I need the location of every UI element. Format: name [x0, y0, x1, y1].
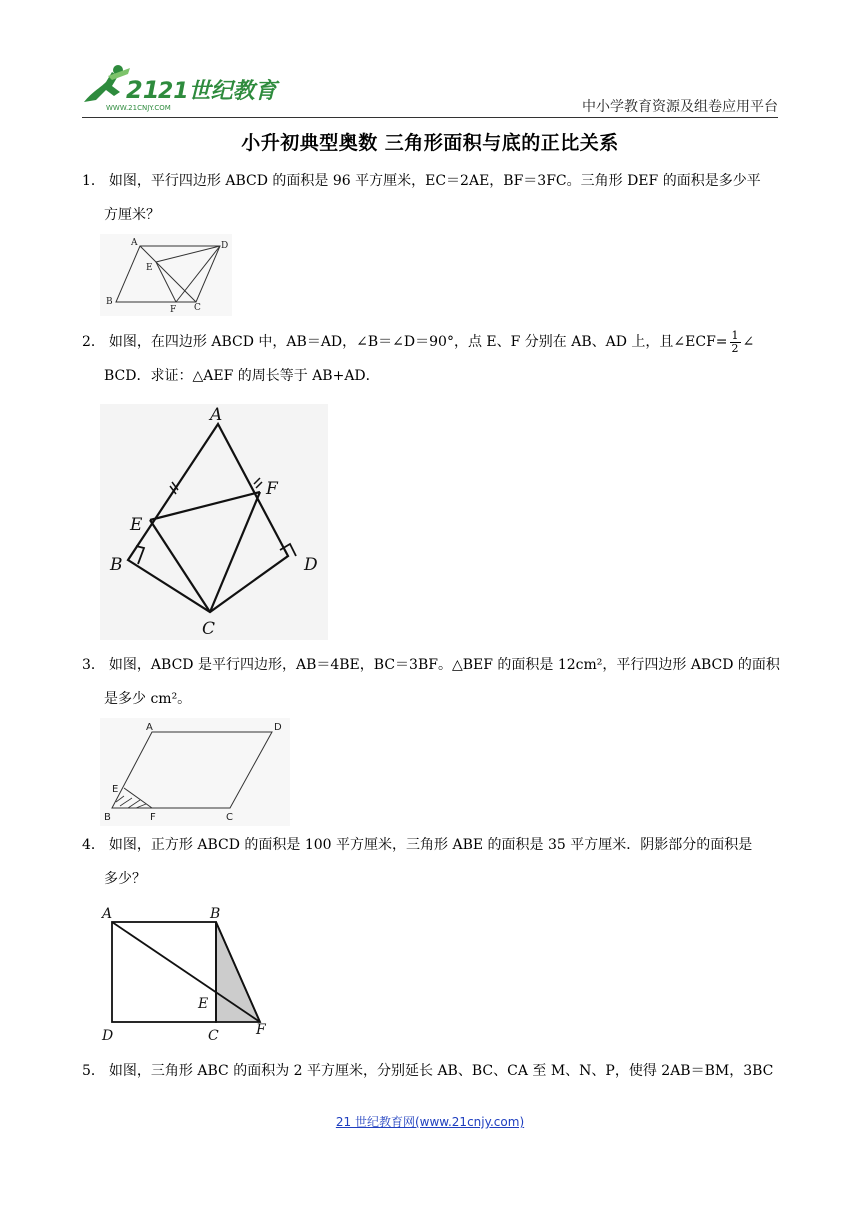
page-title: 小升初典型奥数 三角形面积与底的正比关系	[241, 132, 619, 154]
header-divider	[82, 117, 778, 118]
question-2: 2． 如图，在四边形 ABCD 中，AB＝AD，∠B＝∠D＝90°，点 E、F 分别在 AB、AD 上，且∠ECF= $\frac{1}{2}$ ∠ BCD．求证：△AEF 的周长等于 AB+AD．	[82, 325, 782, 393]
logo-url: WWW.21CNJY.COM	[106, 104, 171, 112]
svg-text:21: 21	[126, 76, 160, 104]
question-4: 4． 如图，正方形 ABCD 的面积是 100 平方厘米，三角形 ABE 的面积是 35 平方厘米．阴影部分的面积是 多少？	[82, 828, 782, 896]
label: A	[210, 405, 223, 425]
page-header	[78, 62, 778, 118]
figure-3-parallelogram	[100, 718, 290, 826]
question-text: 如图，三角形 ABC 的面积为 2 平方厘米，分别延长 AB、BC、CA 至 M、N、P，使得 2AB＝BM，3BC	[108, 1063, 774, 1079]
question-5: 5． 如图，三角形 ABC 的面积为 2 平方厘米，分别延长 AB、BC、CA 至 M、N、P，使得 2AB＝BM，3BC	[82, 1063, 774, 1079]
label: A	[131, 238, 138, 248]
label: A	[102, 906, 113, 922]
question-text-cont: 方厘米？	[104, 207, 160, 223]
label: C	[226, 812, 233, 823]
label: F	[266, 479, 278, 499]
figure-1-parallelogram	[100, 234, 232, 316]
label: D	[304, 555, 318, 575]
label: C	[202, 619, 216, 639]
label: E	[146, 263, 153, 273]
question-text: 如图，正方形 ABCD 的面积是 100 平方厘米，三角形 ABE 的面积是 35 平方厘米．阴影部分的面积是	[108, 837, 753, 853]
logo-text: 21世纪教育	[158, 79, 277, 104]
label: D	[274, 722, 282, 733]
question-text: 如图，在四边形 ABCD 中，AB＝AD，∠B＝∠D＝90°，点 E、F 分别在 AB、AD 上，且∠ECF=	[108, 334, 728, 350]
label: E	[198, 996, 209, 1012]
label: F	[170, 305, 177, 315]
fraction-half: $\frac{1}{2}$	[731, 328, 739, 355]
label: B	[104, 812, 111, 823]
question-3: 3． 如图，ABCD 是平行四边形，AB＝4BE，BC＝3BF。△BEF 的面积是 12cm²，平行四边形 ABCD 的面积 是多少 cm²。	[82, 648, 782, 716]
figure-2-kite	[100, 404, 328, 640]
label: B	[110, 555, 123, 575]
label: D	[102, 1028, 114, 1044]
question-text-cont: BCD．求证：△AEF 的周长等于 AB+AD．	[104, 368, 380, 384]
question-text-cont: 多少？	[104, 871, 146, 887]
question-1	[82, 164, 782, 232]
question-text: 如图，ABCD 是平行四边形，AB＝4BE，BC＝3BF。△BEF 的面积是 12cm²，平行四边形 ABCD 的面积	[108, 657, 780, 673]
label: E	[130, 515, 143, 535]
label: B	[106, 297, 113, 307]
brand-logo	[78, 62, 277, 114]
question-text: 如图，平行四边形 ABCD 的面积是 96 平方厘米，EC＝2AE，BF＝3FC。三角形 DEF 的面积是多少平	[108, 173, 761, 189]
label: C	[194, 303, 201, 313]
label: F	[150, 812, 156, 823]
platform-name: 中小学教育资源及组卷应用平台	[582, 99, 778, 115]
question-text-cont: 是多少 cm²。	[104, 691, 192, 707]
footer-link[interactable]: 21 世纪教育网(www.21cnjy.com)	[335, 1115, 525, 1129]
label: F	[256, 1022, 266, 1038]
label: A	[146, 722, 153, 733]
question-number: 1．	[82, 173, 105, 189]
label: E	[112, 784, 119, 795]
page-footer	[0, 1113, 860, 1130]
label: C	[208, 1028, 219, 1044]
figure-4-square	[96, 900, 276, 1046]
label: D	[221, 241, 229, 251]
label: B	[210, 906, 221, 922]
